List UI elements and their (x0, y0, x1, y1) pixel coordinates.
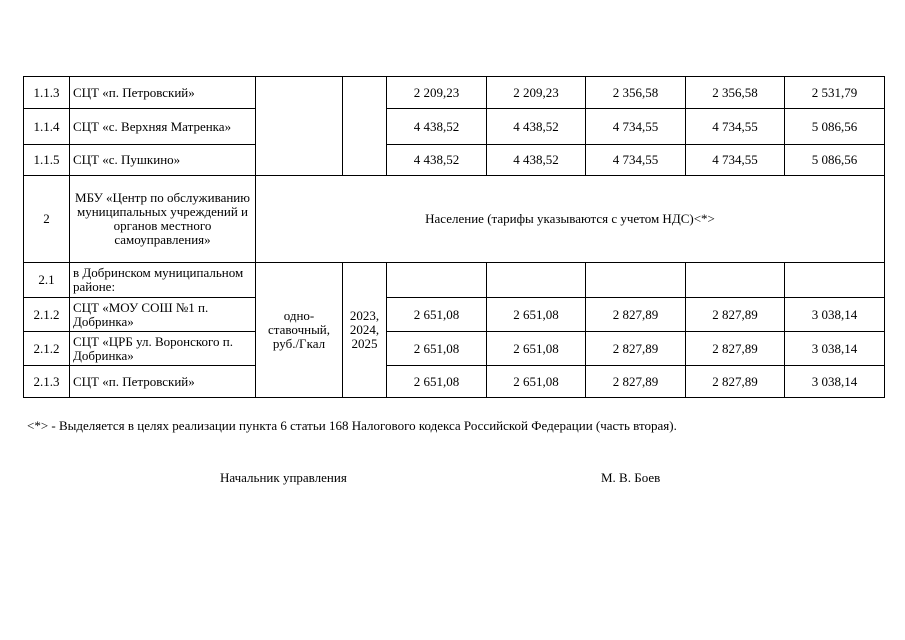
years-cell: 2023, 2024, 2025 (343, 263, 387, 398)
row-value: 2 827,89 (686, 366, 785, 398)
row-value: 4 438,52 (487, 145, 586, 176)
row-value: 5 086,56 (785, 109, 885, 145)
table-row (24, 298, 885, 332)
row-name: СЦТ «п. Петровский» (70, 366, 256, 398)
row-name: СЦТ «МОУ СОШ №1 п. Добринка» (70, 298, 256, 332)
row-value: 3 038,14 (785, 332, 885, 366)
row-name: в Добринском муниципальном районе: (70, 263, 256, 298)
row-name: СЦТ «с. Верхняя Матренка» (70, 109, 256, 145)
signature-name: М. В. Боев (601, 470, 661, 485)
row-value: 4 734,55 (586, 145, 686, 176)
row-value: 2 827,89 (586, 332, 686, 366)
table-row (24, 332, 885, 366)
table-row (24, 176, 885, 263)
table-row (24, 263, 885, 298)
empty-years-cell (343, 77, 387, 176)
row-value: 2 651,08 (487, 332, 586, 366)
empty-value-cell (785, 263, 885, 298)
row-value: 2 531,79 (785, 77, 885, 109)
row-number: 2 (24, 176, 70, 263)
row-number: 2.1.2 (24, 332, 70, 366)
row-value: 2 209,23 (387, 77, 487, 109)
row-value: 2 356,58 (586, 77, 686, 109)
row-value: 2 827,89 (686, 332, 785, 366)
row-number: 1.1.5 (24, 145, 70, 176)
unit-cell: одно-ставочный, руб./Гкал (256, 263, 343, 398)
row-number: 2.1.3 (24, 366, 70, 398)
row-value: 4 734,55 (686, 145, 785, 176)
row-value: 4 438,52 (387, 145, 487, 176)
row-value: 2 827,89 (586, 298, 686, 332)
table-row (24, 77, 885, 109)
row-number: 1.1.3 (24, 77, 70, 109)
row-number: 2.1.2 (24, 298, 70, 332)
row-name: МБУ «Центр по обслуживанию муниципальных учреждений и органов местного самоуправления» (70, 176, 256, 263)
row-value: 2 356,58 (686, 77, 785, 109)
empty-unit-cell (256, 77, 343, 176)
row-value: 4 438,52 (387, 109, 487, 145)
empty-value-cell (387, 263, 487, 298)
row-value: 5 086,56 (785, 145, 885, 176)
row-value: 2 827,89 (686, 298, 785, 332)
row-value: 2 651,08 (387, 332, 487, 366)
row-value: 2 651,08 (387, 298, 487, 332)
row-value: 3 038,14 (785, 366, 885, 398)
empty-value-cell (487, 263, 586, 298)
tariff-table (23, 76, 885, 398)
row-number: 2.1 (24, 263, 70, 298)
footnote: <*> - Выделяется в целях реализации пункта 6 статьи 168 Налогового кодекса Российской Федерации (часть вторая). (27, 418, 677, 433)
signature-title: Начальник управления (220, 470, 347, 485)
row-value: 2 209,23 (487, 77, 586, 109)
table-row (24, 109, 885, 145)
empty-value-cell (586, 263, 686, 298)
row-value: 2 651,08 (487, 298, 586, 332)
table-row (24, 145, 885, 176)
row-value: 2 827,89 (586, 366, 686, 398)
table-row (24, 366, 885, 398)
row-value: 2 651,08 (387, 366, 487, 398)
empty-value-cell (686, 263, 785, 298)
row-value: 4 734,55 (686, 109, 785, 145)
population-span-cell: Население (тарифы указываются с учетом НДС)<*> (256, 176, 885, 263)
row-name: СЦТ «ЦРБ ул. Воронского п. Добринка» (70, 332, 256, 366)
row-number: 1.1.4 (24, 109, 70, 145)
row-value: 4 734,55 (586, 109, 686, 145)
row-value: 2 651,08 (487, 366, 586, 398)
row-value: 3 038,14 (785, 298, 885, 332)
row-name: СЦТ «п. Петровский» (70, 77, 256, 109)
row-name: СЦТ «с. Пушкино» (70, 145, 256, 176)
row-value: 4 438,52 (487, 109, 586, 145)
